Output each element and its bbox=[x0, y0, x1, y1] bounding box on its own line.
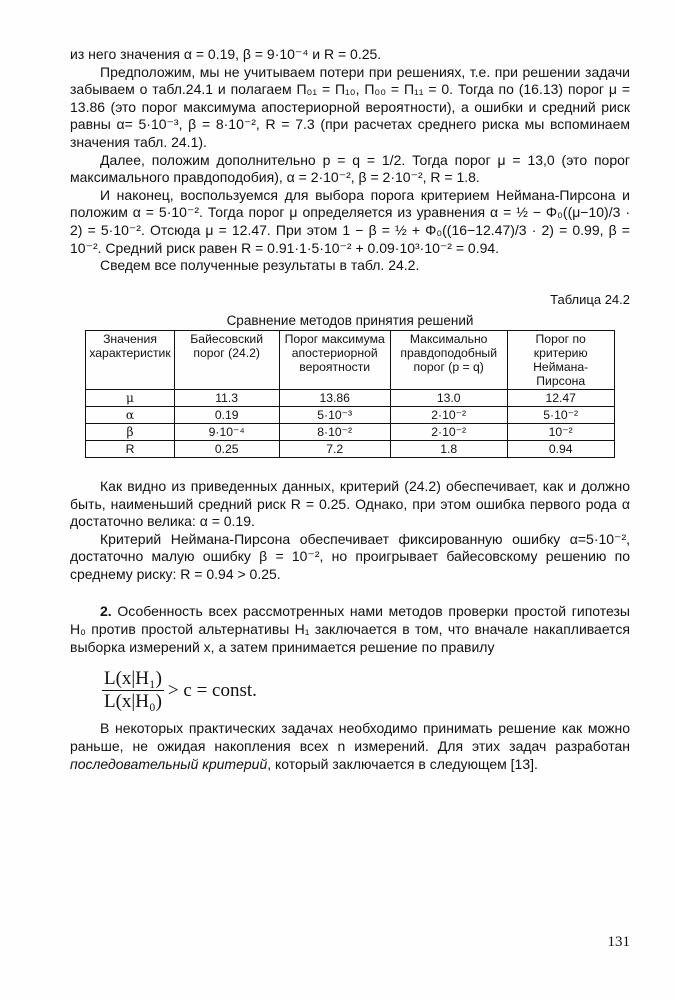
paragraph-7: Критерий Неймана-Пирсона обеспечивает фиксированную ошибку α=5·10⁻², достаточно малую ошибку β = 10⁻², но проигрывает байесовскому решению по среднему риску: R = 0.94 > 0.25. bbox=[70, 530, 630, 582]
table-cell: 9·10⁻⁴ bbox=[174, 423, 279, 440]
table-cell: 1.8 bbox=[390, 440, 507, 457]
closing-text-before: В некоторых практических задачах необходимо принимать решение как можно раньше, не ожидая накопления всех n измерений. Для этих задач разработан bbox=[70, 720, 630, 755]
header-cell: Порог по критерию Неймана-Пирсона bbox=[507, 330, 614, 389]
table-cell: 8·10⁻² bbox=[279, 423, 390, 440]
header-cell: Максимально правдоподобный порог (p = q) bbox=[390, 330, 507, 389]
paragraph-3: Далее, положим дополнительно p = q = 1/2. Тогда порог μ = 13,0 (это порог максимального правдоподобия), α = 2·10⁻², β = 2·10⁻², R = 1.8. bbox=[70, 151, 630, 186]
table-cell: 0.94 bbox=[507, 440, 614, 457]
decision-rule-formula bbox=[102, 670, 630, 710]
formula-numerator: L(x|H₁) bbox=[104, 668, 162, 690]
closing-paragraph bbox=[70, 720, 630, 773]
table-cell: β bbox=[86, 423, 174, 440]
table-cell: 2·10⁻² bbox=[390, 423, 507, 440]
paragraph-2: Предположим, мы не учитываем потери при решениях, т.е. при решении задачи забываем о табл.24.1 и полагаем П₀₁ = П₁₀, П₀₀ = П₁₁ = 0. Тогда по (16.13) порог μ = 13.86 (это порог максимума апостериорной вероятности), а ошибки и средний риск равны α= 5·10⁻³, β = 8·10⁻², R = 7.3 (при расчетах среднего риска мы вспоминаем значения табл. 24.1). bbox=[70, 63, 630, 150]
formula-denominator: L(x|H₀) bbox=[104, 690, 162, 712]
paragraph-5: Сведем все полученные результаты в табл. 24.2. bbox=[100, 257, 420, 274]
table-cell: μ bbox=[86, 389, 174, 406]
table-header-row bbox=[86, 330, 614, 389]
table-cell: 13.0 bbox=[390, 389, 507, 406]
table-row bbox=[86, 423, 614, 440]
closing-italic: последовательный критерий bbox=[70, 755, 268, 772]
page-number: 131 bbox=[607, 934, 630, 950]
paragraph-6: Как видно из приведенных данных, критерий (24.2) обеспечивает, как и должно быть, наименьший средний риск R = 0.25. Однако, при этом ошибка первого рода α достаточно велика: α = 0.19. bbox=[70, 477, 630, 530]
table-row bbox=[86, 406, 614, 423]
section-number: 2. bbox=[100, 603, 112, 620]
table-cell: 5·10⁻³ bbox=[279, 406, 390, 423]
table-title: Сравнение методов принятия решений bbox=[226, 313, 474, 329]
table-cell: 0.19 bbox=[174, 406, 279, 423]
table-row bbox=[86, 440, 614, 457]
table-cell: 5·10⁻² bbox=[507, 406, 614, 423]
header-cell: Значения характеристик bbox=[86, 330, 174, 389]
table-cell: α bbox=[86, 406, 174, 423]
formula-rhs: > c = const. bbox=[167, 679, 257, 701]
closing-text-after: , который заключается в следующем [13]. bbox=[267, 755, 538, 772]
paragraph-1: из него значения α = 0.19, β = 9·10⁻⁴ и R = 0.25. bbox=[70, 46, 382, 62]
comparison-table bbox=[85, 330, 614, 458]
table-cell: 2·10⁻² bbox=[390, 406, 507, 423]
header-cell: Байесовский порог (24.2) bbox=[174, 330, 279, 389]
table-caption: Таблица 24.2 bbox=[550, 291, 630, 307]
table-row bbox=[86, 389, 614, 406]
table-cell: 11.3 bbox=[174, 389, 279, 406]
likelihood-ratio bbox=[102, 670, 164, 710]
table-cell: R bbox=[86, 440, 174, 457]
table-cell: 10⁻² bbox=[507, 423, 614, 440]
table-cell: 13.86 bbox=[279, 389, 390, 406]
table-cell: 12.47 bbox=[507, 389, 614, 406]
section-text: Особенность всех рассмотренных нами методов проверки простой гипотезы H₀ против простой альтернативы H₁ заключается в том, что вначале накапливается выборка измерений x, а затем принимается решение по правилу bbox=[70, 603, 630, 655]
header-cell: Порог максимума апостериорной вероятности bbox=[279, 330, 390, 389]
page-body bbox=[70, 46, 630, 773]
paragraph-4: И наконец, воспользуемся для выбора порога критерием Неймана-Пирсона и положим α = 5·10⁻². Тогда порог μ определяется из уравнения α = ½ − Φ₀((μ−10)/3 · 2) = 5·10⁻². Отсюда μ = 12.47. При этом 1 − β = ½ + Φ₀((16−12.47)/3 · 2) = 0.99, β = 10⁻². Средний риск равен R = 0.91·1·5·10⁻² + 0.09·10³·10⁻² = 0.94. bbox=[70, 186, 630, 256]
table-cell: 0.25 bbox=[174, 440, 279, 457]
section-2-paragraph bbox=[70, 603, 630, 656]
table-cell: 7.2 bbox=[279, 440, 390, 457]
